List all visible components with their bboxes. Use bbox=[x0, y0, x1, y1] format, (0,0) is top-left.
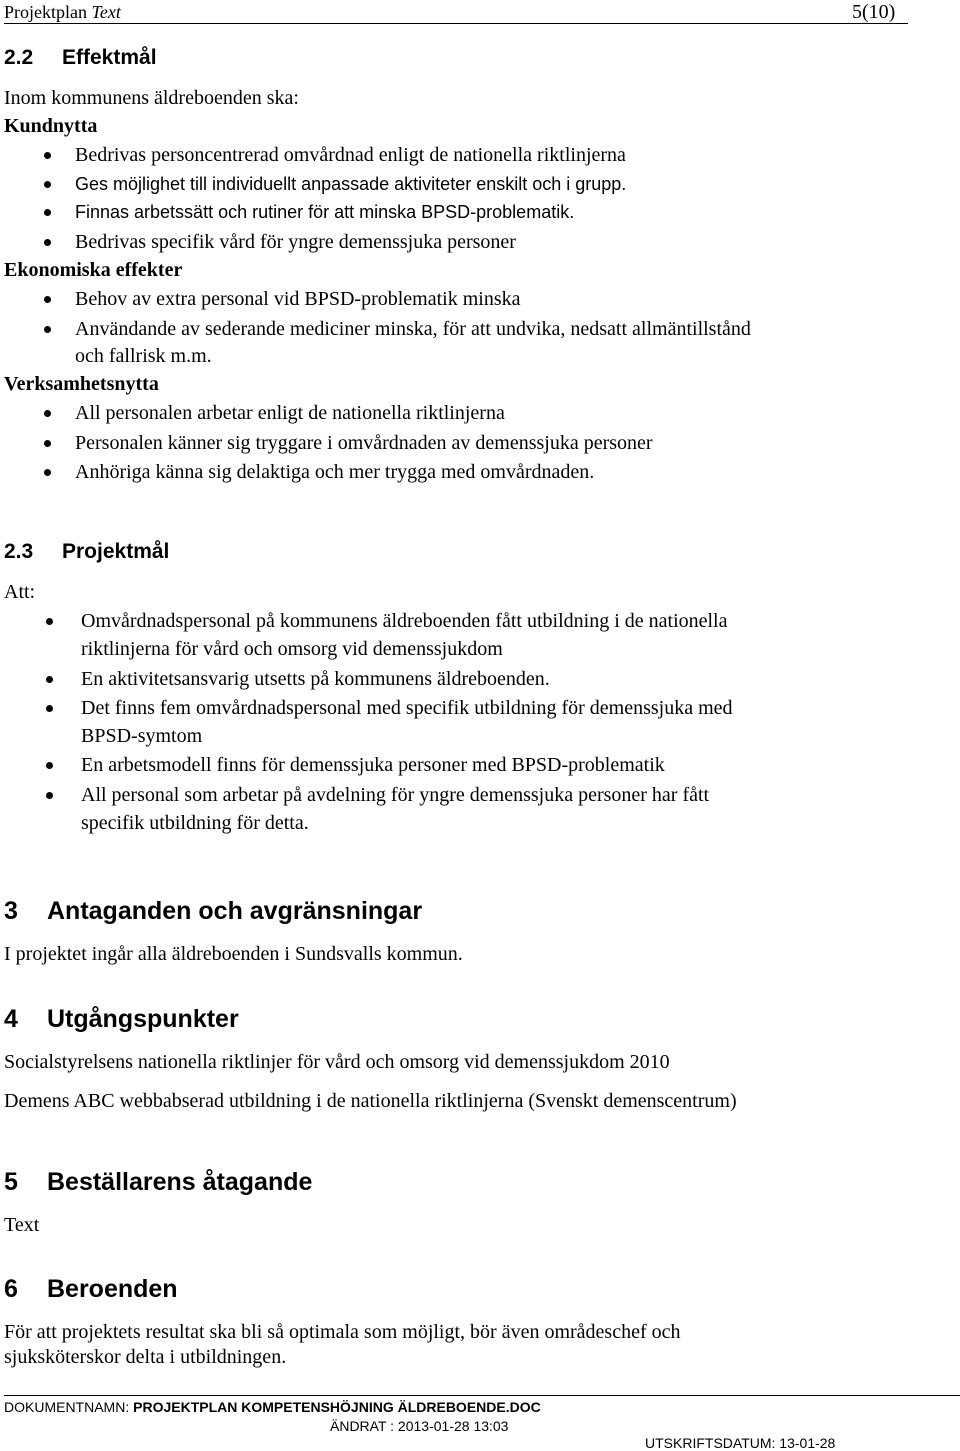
bullet-icon bbox=[44, 209, 51, 216]
heading-title: Beställarens åtagande bbox=[47, 1168, 313, 1196]
paragraph: Socialstyrelsens nationella riktlinjer för vård och omsorg vid demenssjukdom 2010 bbox=[4, 1051, 670, 1073]
bullet-icon bbox=[46, 618, 53, 625]
bullet-icon bbox=[46, 762, 53, 769]
footer-changed: ÄNDRAT : 2013-01-28 13:03 bbox=[330, 1418, 509, 1434]
list-item: Bedrivas specifik vård för yngre demenssjuka personer bbox=[75, 231, 516, 253]
heading-title: Antaganden och avgränsningar bbox=[47, 897, 423, 925]
subheading-ekonomiska: Ekonomiska effekter bbox=[4, 259, 183, 281]
heading-4 bbox=[4, 1003, 239, 1035]
header-divider bbox=[4, 23, 908, 24]
list-item: Bedrivas personcentrerad omvårdnad enligt de nationella riktlinjerna bbox=[75, 144, 626, 166]
header-title-prefix: Projektplan bbox=[4, 2, 87, 22]
list-item: All personalen arbetar enligt de nationella riktlinjerna bbox=[75, 402, 505, 424]
footer-docname bbox=[4, 1399, 541, 1415]
heading-number: 3 bbox=[4, 897, 18, 925]
list-item: Finnas arbetssätt och rutiner för att minska BPSD-problematik. bbox=[75, 202, 575, 222]
header-title bbox=[4, 0, 121, 24]
list-item: Omvårdnadspersonal på kommunens äldreboenden fått utbildning i de nationella bbox=[81, 610, 728, 632]
heading-3 bbox=[4, 895, 422, 927]
intro-text: Inom kommunens äldreboenden ska: bbox=[4, 87, 299, 109]
heading-2-3 bbox=[4, 538, 169, 566]
subheading-kundnytta: Kundnytta bbox=[4, 115, 98, 137]
list-item-continuation: och fallrisk m.m. bbox=[75, 345, 212, 367]
heading-5 bbox=[4, 1166, 312, 1198]
heading-title: Beroenden bbox=[47, 1275, 178, 1303]
heading-title: Effektmål bbox=[62, 46, 157, 69]
footer-docname-label: DOKUMENTNAMN: bbox=[4, 1399, 130, 1415]
footer-printed: UTSKRIFTSDATUM: 13-01-28 bbox=[645, 1435, 836, 1451]
page-number: 5(10) bbox=[852, 1, 896, 23]
subheading-verksamhetsnytta: Verksamhetsnytta bbox=[4, 373, 159, 395]
heading-number: 4 bbox=[4, 1005, 18, 1033]
list-item: En aktivitetsansvarig utsetts på kommunens äldreboenden. bbox=[81, 668, 550, 690]
bullet-icon bbox=[46, 705, 53, 712]
bullet-icon bbox=[44, 239, 51, 246]
list-item-continuation: riktlinjerna för vård och omsorg vid demenssjukdom bbox=[81, 638, 503, 660]
paragraph: För att projektets resultat ska bli så optimala som möjligt, bör även områdeschef och bbox=[4, 1321, 681, 1343]
heading-title: Utgångspunkter bbox=[47, 1005, 239, 1033]
paragraph: sjuksköterskor delta i utbildningen. bbox=[4, 1346, 287, 1368]
header-title-italic: Text bbox=[91, 2, 121, 22]
heading-2-2 bbox=[4, 44, 157, 72]
bullet-icon bbox=[46, 792, 53, 799]
list-item-continuation: specifik utbildning för detta. bbox=[81, 812, 309, 834]
list-item: Personalen känner sig tryggare i omvårdnaden av demenssjuka personer bbox=[75, 432, 653, 454]
list-item-continuation: BPSD-symtom bbox=[81, 725, 203, 747]
bullet-icon bbox=[44, 326, 51, 333]
heading-6 bbox=[4, 1273, 178, 1305]
list-item: Ges möjlighet till individuellt anpassade aktiviteter enskilt och i grupp. bbox=[75, 174, 627, 194]
bullet-icon bbox=[44, 181, 51, 188]
heading-number: 6 bbox=[4, 1275, 18, 1303]
paragraph: Text bbox=[4, 1214, 40, 1236]
list-item: En arbetsmodell finns för demenssjuka personer med BPSD-problematik bbox=[81, 754, 665, 776]
bullet-icon bbox=[44, 296, 51, 303]
footer-divider bbox=[4, 1395, 960, 1396]
heading-title: Projektmål bbox=[62, 540, 170, 563]
bullet-icon bbox=[44, 469, 51, 476]
list-item: Användande av sederande mediciner minska, för att undvika, nedsatt allmäntillstånd bbox=[75, 318, 751, 340]
paragraph: I projektet ingår alla äldreboenden i Sundsvalls kommun. bbox=[4, 943, 463, 965]
bullet-icon bbox=[44, 410, 51, 417]
list-item: Behov av extra personal vid BPSD-problematik minska bbox=[75, 288, 521, 310]
list-item: Anhöriga känna sig delaktiga och mer trygga med omvårdnaden. bbox=[75, 461, 595, 483]
list-item: All personal som arbetar på avdelning för yngre demenssjuka personer har fått bbox=[81, 784, 710, 806]
list-item: Det finns fem omvårdnadspersonal med specifik utbildning för demenssjuka med bbox=[81, 697, 733, 719]
paragraph: Demens ABC webbabserad utbildning i de nationella riktlinjerna (Svenskt demenscentrum) bbox=[4, 1090, 737, 1112]
footer-docname-value: PROJEKTPLAN KOMPETENSHÖJNING ÄLDREBOENDE.DOC bbox=[133, 1399, 541, 1415]
bullet-icon bbox=[46, 676, 53, 683]
heading-number: 2.2 bbox=[4, 46, 34, 69]
bullet-icon bbox=[44, 440, 51, 447]
heading-number: 2.3 bbox=[4, 540, 34, 563]
heading-number: 5 bbox=[4, 1168, 18, 1196]
lead-text: Att: bbox=[4, 581, 36, 603]
bullet-icon bbox=[44, 152, 51, 159]
